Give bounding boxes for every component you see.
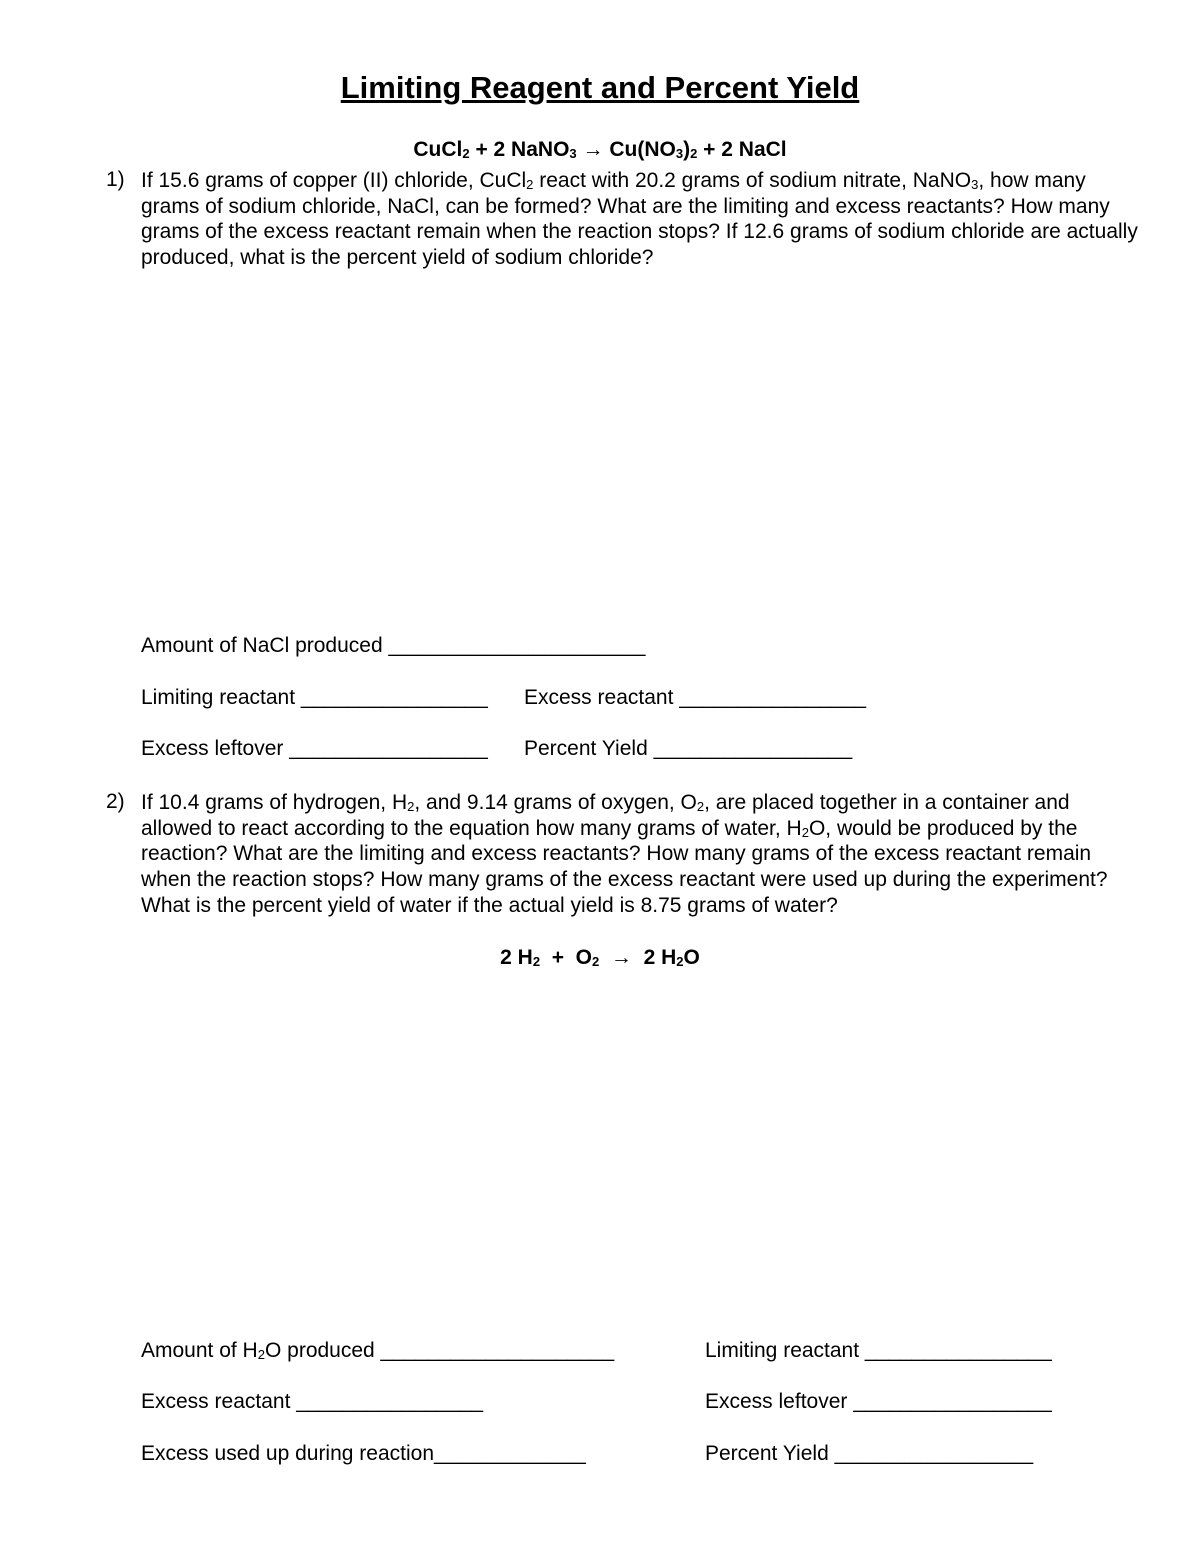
question-1-number: 1) bbox=[106, 168, 125, 191]
page-title: Limiting Reagent and Percent Yield bbox=[340, 70, 860, 105]
excess-reactant-blank-1[interactable]: Excess reactant ________________ bbox=[524, 686, 867, 709]
limiting-reactant-blank-1[interactable]: Limiting reactant ________________ bbox=[141, 686, 488, 709]
arrow-icon: → bbox=[599, 946, 644, 969]
equation-2: 2 $H_2 + O_2 \to 2$ $H_2O$ bbox=[500, 946, 700, 969]
percent-yield-blank-2[interactable]: Percent Yield _________________ bbox=[705, 1442, 1034, 1465]
excess-leftover-blank-1[interactable]: Excess leftover _________________ bbox=[141, 737, 488, 760]
excess-leftover-blank-2[interactable]: Excess leftover _________________ bbox=[705, 1390, 1052, 1413]
question-2-text: If 10.4 grams of hydrogen, $H_2$, and 9.14 grams of oxygen, $O_2$, are placed together in a container and allowed to react according to the equation how many grams of water, $H_2O$, would be produced by the reaction? What are the limiting and excess reactants? How many grams of the excess reactant remain when the reaction stops? How many grams of the excess reactant were used up during the experiment? What is the percent yield of water if the actual yield is 8.75 grams of water? bbox=[141, 791, 1108, 917]
percent-yield-blank-1[interactable]: Percent Yield _________________ bbox=[524, 737, 853, 760]
excess-reactant-blank-2[interactable]: Excess reactant ________________ bbox=[141, 1390, 484, 1413]
h2o-produced-blank[interactable]: Amount of $H_2O$ produced ____________________ bbox=[141, 1339, 615, 1362]
question-1-text: If 15.6 grams of copper (II) chloride, CuCl$_2$ react with 20.2 grams of sodium nitrate, NaNO$_3$, how many grams of sodium chloride, NaCl, can be formed? What are the limiting and excess reactants? How many grams of the excess reactant remain when the reaction stops? If 12.6 grams of sodium chloride are actually produced, what is the percent yield of sodium chloride? bbox=[141, 169, 1138, 270]
equation-1: CuCl$_2$ + 2 NaNO$_3$ → $Cu(NO_3)_2 + 2$ NaCl bbox=[413, 138, 787, 161]
question-2-number: 2) bbox=[106, 790, 125, 813]
limiting-reactant-blank-2[interactable]: Limiting reactant ________________ bbox=[705, 1339, 1052, 1362]
nacl-produced-blank[interactable]: Amount of NaCl produced ______________________ bbox=[141, 634, 646, 657]
arrow-icon: → bbox=[576, 138, 610, 161]
excess-used-up-blank[interactable]: Excess used up during reaction_____________ bbox=[141, 1442, 586, 1465]
